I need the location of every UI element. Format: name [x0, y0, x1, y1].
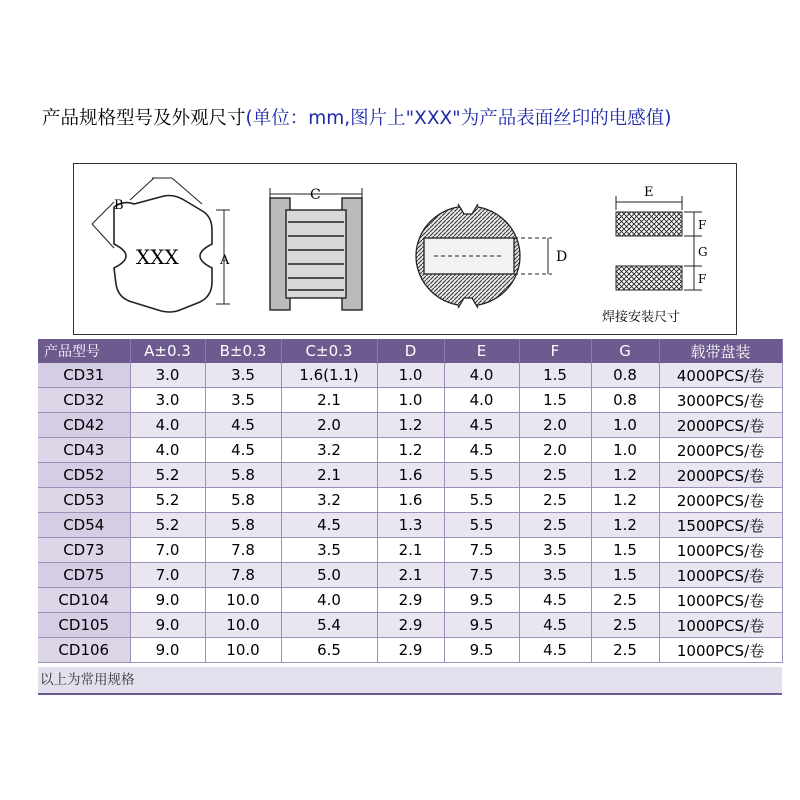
value-cell: 4.0 — [281, 588, 377, 613]
value-cell: 7.0 — [130, 538, 205, 563]
value-cell: 2.0 — [281, 413, 377, 438]
value-cell: 1000PCS/卷 — [659, 638, 782, 663]
value-cell: 2000PCS/卷 — [659, 463, 782, 488]
value-cell: 5.8 — [205, 488, 281, 513]
table-row — [38, 438, 782, 463]
value-cell: 10.0 — [205, 638, 281, 663]
value-cell: 5.0 — [281, 563, 377, 588]
column-header: A±0.3 — [130, 339, 205, 363]
value-cell: 2.9 — [377, 638, 444, 663]
value-cell: 3.0 — [130, 363, 205, 388]
value-cell: 2000PCS/卷 — [659, 488, 782, 513]
value-cell: 0.8 — [591, 363, 659, 388]
side-view — [270, 188, 362, 310]
table-row — [38, 463, 782, 488]
dim-label-f-bottom: F — [698, 272, 707, 286]
value-cell: 4000PCS/卷 — [659, 363, 782, 388]
value-cell: 3.5 — [205, 388, 281, 413]
page-title — [42, 104, 671, 130]
table-row — [38, 588, 782, 613]
value-cell: 3.2 — [281, 438, 377, 463]
value-cell: 1.5 — [591, 563, 659, 588]
column-header: G — [591, 339, 659, 363]
value-cell: 1.3 — [377, 513, 444, 538]
value-cell: 4.5 — [281, 513, 377, 538]
value-cell: 1.2 — [377, 413, 444, 438]
value-cell: 3.0 — [130, 388, 205, 413]
value-cell: 2.1 — [377, 563, 444, 588]
dimension-diagram — [73, 163, 737, 335]
spec-table — [38, 339, 783, 663]
model-cell: CD54 — [38, 513, 130, 538]
value-cell: 9.0 — [130, 588, 205, 613]
value-cell: 1.2 — [591, 513, 659, 538]
value-cell: 3.5 — [519, 538, 591, 563]
model-cell: CD32 — [38, 388, 130, 413]
value-cell: 3000PCS/卷 — [659, 388, 782, 413]
value-cell: 1.0 — [377, 363, 444, 388]
column-header: B±0.3 — [205, 339, 281, 363]
value-cell: 3.5 — [519, 563, 591, 588]
dim-label-c: C — [310, 187, 321, 203]
value-cell: 5.2 — [130, 463, 205, 488]
value-cell: 2.1 — [377, 538, 444, 563]
value-cell: 2.1 — [281, 388, 377, 413]
table-row — [38, 513, 782, 538]
value-cell: 2.5 — [591, 638, 659, 663]
value-cell: 5.5 — [444, 513, 519, 538]
value-cell: 4.5 — [444, 438, 519, 463]
value-cell: 1.0 — [591, 413, 659, 438]
value-cell: 7.8 — [205, 538, 281, 563]
value-cell: 7.5 — [444, 563, 519, 588]
table-row — [38, 488, 782, 513]
value-cell: 4.0 — [444, 363, 519, 388]
value-cell: 10.0 — [205, 588, 281, 613]
value-cell: 4.5 — [519, 638, 591, 663]
value-cell: 1500PCS/卷 — [659, 513, 782, 538]
value-cell: 1.0 — [377, 388, 444, 413]
value-cell: 4.5 — [519, 588, 591, 613]
value-cell: 9.5 — [444, 588, 519, 613]
value-cell: 1.2 — [591, 463, 659, 488]
value-cell: 2.1 — [281, 463, 377, 488]
model-cell: CD52 — [38, 463, 130, 488]
value-cell: 4.5 — [519, 613, 591, 638]
value-cell: 1.6(1.1) — [281, 363, 377, 388]
model-cell: CD105 — [38, 613, 130, 638]
value-cell: 1.2 — [377, 438, 444, 463]
value-cell: 2.5 — [591, 588, 659, 613]
table-footnote: 以上为常用规格 — [38, 667, 782, 695]
value-cell: 2.5 — [519, 463, 591, 488]
table-row — [38, 563, 782, 588]
dim-label-f-top: F — [698, 218, 707, 232]
table-row — [38, 613, 782, 638]
value-cell: 4.0 — [444, 388, 519, 413]
model-cell: CD104 — [38, 588, 130, 613]
value-cell: 2.5 — [519, 488, 591, 513]
table-row — [38, 363, 782, 388]
value-cell: 2.5 — [591, 613, 659, 638]
value-cell: 4.5 — [205, 438, 281, 463]
value-cell: 3.2 — [281, 488, 377, 513]
value-cell: 1.0 — [591, 438, 659, 463]
marking-text: XXX — [136, 245, 179, 269]
model-cell: CD106 — [38, 638, 130, 663]
value-cell: 5.8 — [205, 463, 281, 488]
value-cell: 1.5 — [519, 363, 591, 388]
value-cell: 2000PCS/卷 — [659, 438, 782, 463]
pad-layout — [616, 196, 702, 290]
value-cell: 4.0 — [130, 438, 205, 463]
value-cell: 1.5 — [591, 538, 659, 563]
dim-label-a: A — [220, 253, 230, 268]
value-cell: 1.6 — [377, 463, 444, 488]
value-cell: 2.5 — [519, 513, 591, 538]
value-cell: 5.2 — [130, 488, 205, 513]
value-cell: 1.2 — [591, 488, 659, 513]
title-prefix: 产品规格型号及外观尺寸 — [42, 108, 246, 129]
value-cell: 4.5 — [205, 413, 281, 438]
dim-label-g: G — [698, 245, 708, 259]
model-cell: CD53 — [38, 488, 130, 513]
model-cell: CD73 — [38, 538, 130, 563]
value-cell: 5.4 — [281, 613, 377, 638]
value-cell: 7.5 — [444, 538, 519, 563]
value-cell: 7.8 — [205, 563, 281, 588]
value-cell: 7.0 — [130, 563, 205, 588]
column-header: 载带盘装 — [659, 339, 782, 363]
value-cell: 0.8 — [591, 388, 659, 413]
value-cell: 1000PCS/卷 — [659, 538, 782, 563]
value-cell: 9.5 — [444, 638, 519, 663]
table-row — [38, 388, 782, 413]
table-row — [38, 638, 782, 663]
value-cell: 2.9 — [377, 588, 444, 613]
table-row — [38, 413, 782, 438]
value-cell: 1.6 — [377, 488, 444, 513]
section-view — [416, 204, 552, 308]
value-cell: 4.0 — [130, 413, 205, 438]
value-cell: 5.2 — [130, 513, 205, 538]
value-cell: 5.5 — [444, 488, 519, 513]
model-cell: CD43 — [38, 438, 130, 463]
value-cell: 3.5 — [205, 363, 281, 388]
column-header: E — [444, 339, 519, 363]
table-row — [38, 538, 782, 563]
value-cell: 5.8 — [205, 513, 281, 538]
dim-label-d: D — [556, 249, 568, 265]
value-cell: 2.0 — [519, 413, 591, 438]
dim-label-b: B — [114, 198, 124, 213]
value-cell: 2.0 — [519, 438, 591, 463]
value-cell: 4.5 — [444, 413, 519, 438]
value-cell: 1.5 — [519, 388, 591, 413]
model-cell: CD75 — [38, 563, 130, 588]
table-header-row — [38, 339, 782, 363]
value-cell: 6.5 — [281, 638, 377, 663]
column-header: 产品型号 — [38, 339, 130, 363]
column-header: D — [377, 339, 444, 363]
value-cell: 2.9 — [377, 613, 444, 638]
value-cell: 5.5 — [444, 463, 519, 488]
dim-label-e: E — [644, 185, 654, 200]
value-cell: 1000PCS/卷 — [659, 613, 782, 638]
value-cell: 3.5 — [281, 538, 377, 563]
value-cell: 9.5 — [444, 613, 519, 638]
value-cell: 1000PCS/卷 — [659, 563, 782, 588]
model-cell: CD42 — [38, 413, 130, 438]
value-cell: 2000PCS/卷 — [659, 413, 782, 438]
column-header: C±0.3 — [281, 339, 377, 363]
column-header: F — [519, 339, 591, 363]
value-cell: 9.0 — [130, 638, 205, 663]
pad-caption: 焊接安装尺寸 — [602, 310, 681, 325]
title-unit-note: (单位：mm,图片上"XXX"为产品表面丝印的电感值) — [245, 108, 672, 129]
value-cell: 9.0 — [130, 613, 205, 638]
model-cell: CD31 — [38, 363, 130, 388]
value-cell: 10.0 — [205, 613, 281, 638]
value-cell: 1000PCS/卷 — [659, 588, 782, 613]
